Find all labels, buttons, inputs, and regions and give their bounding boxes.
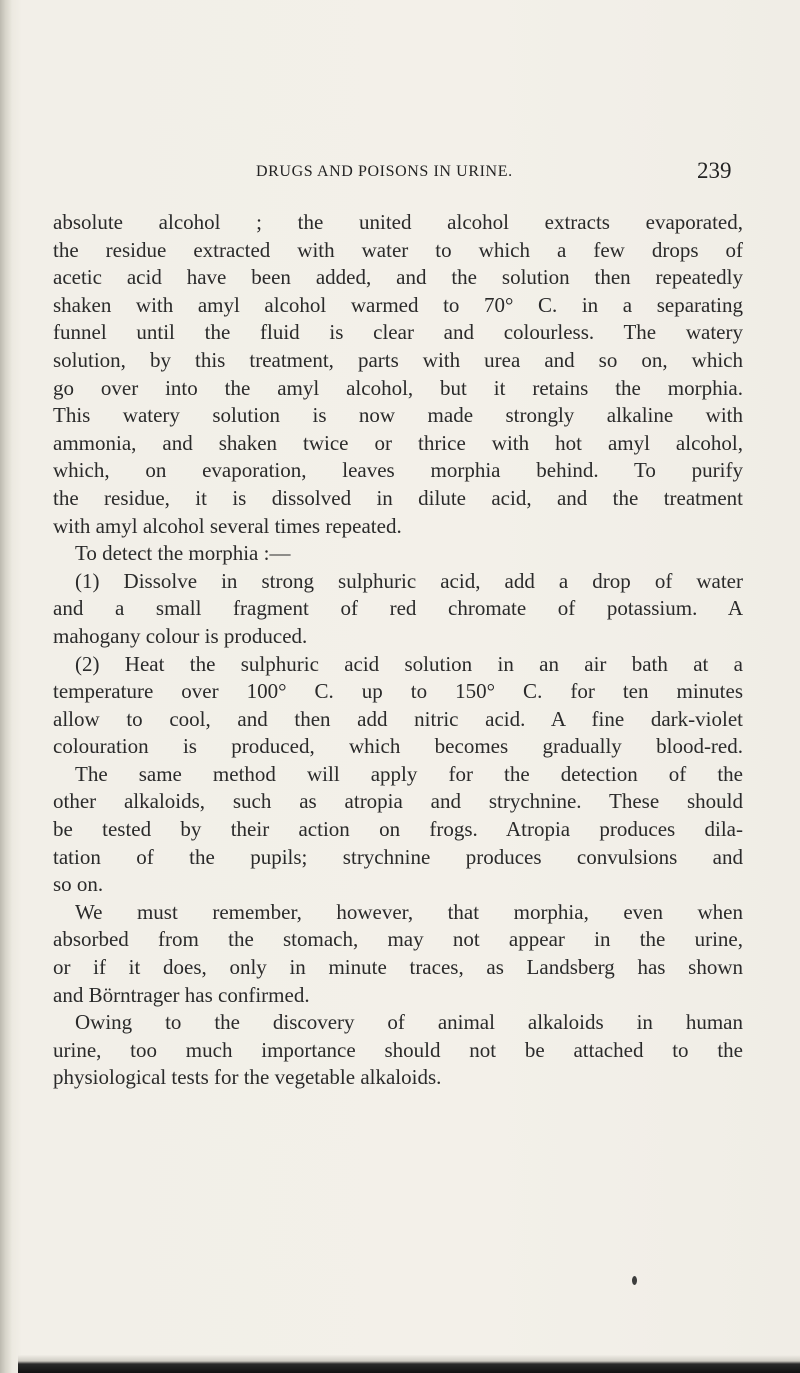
text-line: This watery solution is now made strongly alkaline with: [53, 403, 743, 428]
text-line: physiological tests for the vegetable alkaloids.: [53, 1065, 442, 1090]
text-line: so on.: [53, 872, 104, 897]
text-line: and a small fragment of red chromate of potassium. A: [53, 596, 743, 621]
text-line: tation of the pupils; strychnine produces convulsions and: [53, 844, 743, 869]
text-line: urine, too much importance should not be attached to the: [53, 1037, 743, 1062]
text-line: Owing to the discovery of animal alkaloids in human: [75, 1010, 743, 1035]
page-bottom-edge: [18, 1355, 800, 1373]
text-line: go over into the amyl alcohol, but it retains the morphia.: [53, 375, 743, 400]
text-line: To detect the morphia :—: [75, 541, 291, 566]
text-line: which, on evaporation, leaves morphia behind. To purify: [53, 458, 743, 483]
text-line: acetic acid have been added, and the solution then repeatedly: [53, 265, 743, 290]
text-line: We must remember, however, that morphia, even when: [75, 899, 743, 924]
text-line: mahogany colour is produced.: [53, 623, 308, 648]
page-binding-edge: [0, 0, 12, 1373]
text-line: other alkaloids, such as atropia and strychnine. These should: [53, 789, 743, 814]
text-line: allow to cool, and then add nitric acid. A fine dark-violet: [53, 706, 743, 731]
page-number: 239: [697, 158, 732, 183]
text-line: the residue extracted with water to which a few drops of: [53, 237, 743, 262]
text-line: absolute alcohol ; the united alcohol extracts evaporated,: [53, 210, 743, 234]
text-line: funnel until the fluid is clear and colourless. The watery: [53, 320, 743, 345]
text-line: The same method will apply for the detection of the: [75, 761, 743, 786]
text-line: and Börntrager has confirmed.: [53, 982, 310, 1007]
text-line: or if it does, only in minute traces, as Landsberg has shown: [53, 955, 743, 980]
text-line: temperature over 100° C. up to 150° C. for ten minutes: [53, 679, 743, 704]
running-head: [0, 160, 800, 190]
running-title: DRUGS AND POISONS IN URINE.: [256, 163, 513, 180]
text-line: with amyl alcohol several times repeated.: [53, 513, 402, 538]
text-line: shaken with amyl alcohol warmed to 70° C. in a separating: [53, 292, 743, 317]
text-line: colouration is produced, which becomes gradually blood-red.: [53, 734, 743, 759]
text-line: (2) Heat the sulphuric acid solution in an air bath at a: [75, 651, 743, 676]
text-line: (1) Dissolve in strong sulphuric acid, add a drop of water: [75, 568, 743, 593]
text-line: the residue, it is dissolved in dilute acid, and the treatment: [53, 485, 743, 510]
text-line: ammonia, and shaken twice or thrice with hot amyl alcohol,: [53, 430, 743, 455]
ink-speck: [632, 1276, 637, 1285]
text-line: be tested by their action on frogs. Atropia produces dila-: [53, 817, 743, 842]
text-line: solution, by this treatment, parts with urea and so on, which: [53, 347, 743, 372]
text-line: absorbed from the stomach, may not appear in the urine,: [53, 927, 743, 952]
body-text: [53, 209, 743, 1092]
